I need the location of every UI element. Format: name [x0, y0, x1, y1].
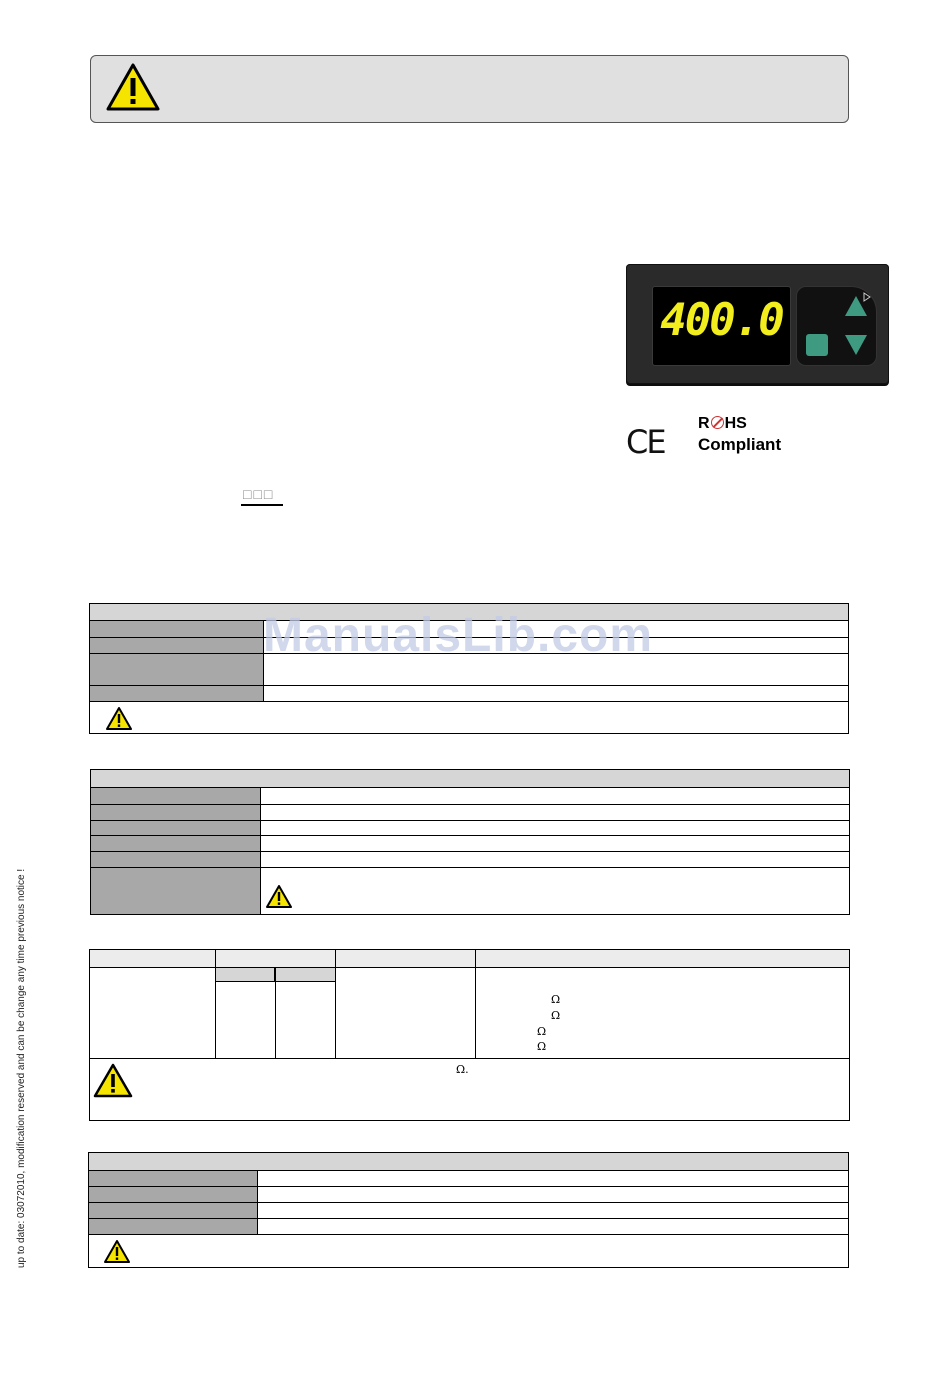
table-row-label [91, 852, 261, 868]
note-ohm: Ω. [456, 1063, 469, 1076]
ce-mark: CE [626, 423, 665, 461]
table-row-label [89, 1203, 258, 1219]
table-2 [90, 769, 850, 915]
ohm-symbol: Ω [537, 1040, 547, 1053]
table-row-label [91, 836, 261, 852]
table-row [261, 852, 849, 868]
keypad [796, 286, 877, 366]
table-row-label [91, 788, 261, 805]
table-row-label [91, 805, 261, 821]
table-row-label [90, 621, 264, 638]
table-row-label [90, 638, 264, 654]
table-4 [88, 1152, 849, 1268]
led-display [652, 286, 791, 366]
ohm-symbol: Ω [537, 1025, 547, 1038]
pb-free-icon [711, 416, 724, 429]
side-note: up to date: 03072010, modification reserved and can be change any time previous notice ! [16, 868, 27, 1268]
column-divider [215, 950, 216, 1058]
table-row-label [91, 868, 261, 914]
small-triangle-icon [863, 292, 871, 302]
warning-icon [103, 1239, 131, 1264]
table-row-label [89, 1187, 258, 1203]
placeholder-glyphs: □□□ [243, 486, 275, 502]
table-2-header [91, 770, 849, 788]
column-divider [475, 950, 476, 1058]
table-row [258, 1171, 848, 1187]
warning-banner [90, 55, 849, 123]
warning-icon [265, 884, 293, 909]
table-4-header [89, 1153, 848, 1171]
row-divider [90, 1058, 849, 1059]
table-row-label [90, 686, 264, 702]
ohm-symbol: Ω [551, 1009, 561, 1022]
table-row-label [90, 654, 264, 686]
sub-header-cell [216, 968, 275, 982]
underline [241, 504, 283, 506]
square-key-icon[interactable] [805, 333, 829, 357]
table-row-label [89, 1171, 258, 1187]
rohs-hs: HS [724, 415, 747, 432]
column-divider [335, 950, 336, 1058]
controller-device [626, 264, 889, 384]
warning-icon [105, 706, 133, 731]
rohs-mark [698, 415, 747, 433]
ohm-symbol: Ω [551, 993, 561, 1006]
rohs-compliant: Compliant [698, 435, 782, 454]
display-value: 400.0 [660, 295, 783, 346]
table-row [258, 1203, 848, 1219]
table-row [258, 1187, 848, 1203]
rohs-r: R [698, 415, 710, 432]
table-row [261, 788, 849, 805]
table-row [261, 821, 849, 836]
table-row-label [91, 821, 261, 836]
table-row [258, 1219, 848, 1235]
arrow-down-icon[interactable] [843, 333, 869, 357]
table-3-header [90, 950, 849, 968]
table-row [264, 686, 848, 702]
table-3 [89, 949, 850, 1121]
warning-icon [93, 1063, 133, 1099]
table-row [261, 836, 849, 852]
table-row [261, 805, 849, 821]
warning-icon [105, 62, 161, 112]
watermark: ManualsLib.com [263, 609, 654, 662]
sub-header-cell [276, 968, 335, 982]
table-row-label [89, 1219, 258, 1235]
